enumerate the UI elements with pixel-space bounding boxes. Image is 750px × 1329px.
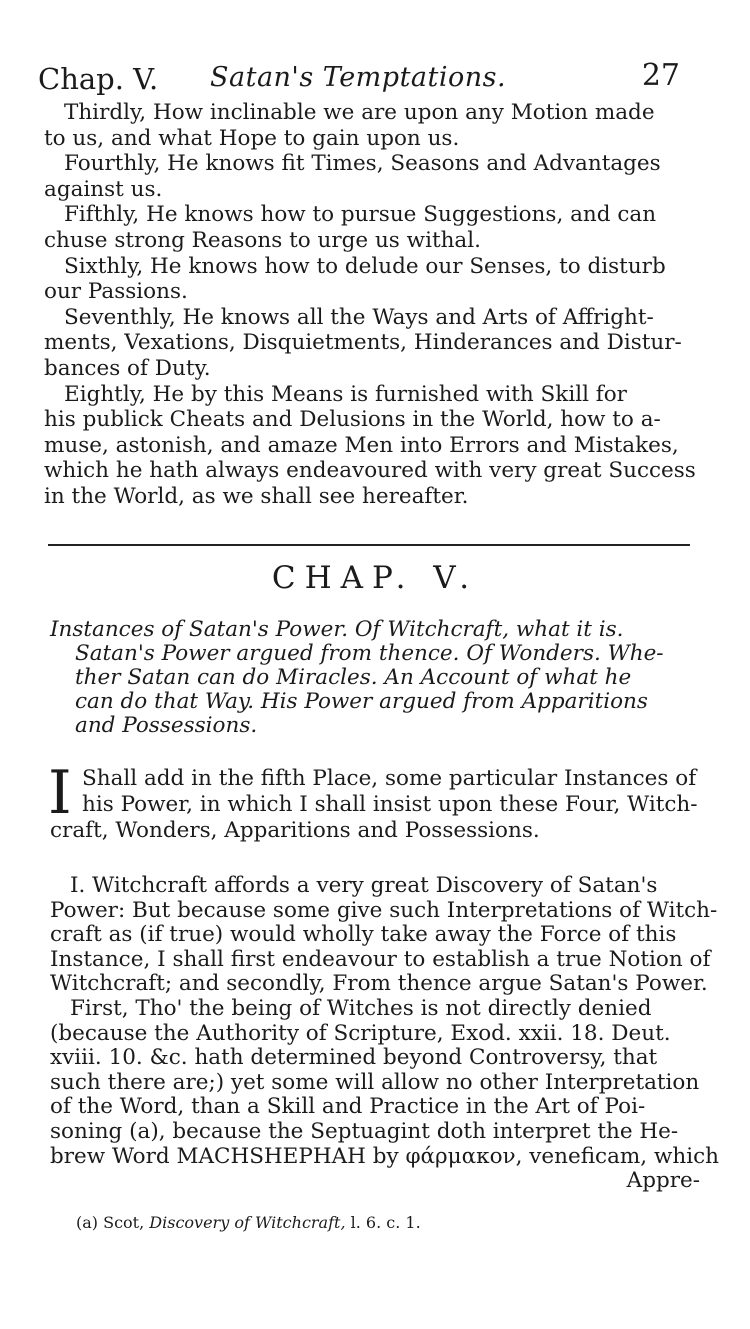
footnote (76, 1213, 421, 1232)
body-line: I. Witchcraft affords a very great Discovery of Satan's (70, 873, 658, 898)
catchword: Appre- (626, 1168, 700, 1194)
text-line: bances of Duty. (44, 356, 211, 381)
body-line: Power: But because some give such Interpretations of Witch- (50, 897, 718, 923)
chapter-label: Chap. V. (38, 62, 159, 96)
summary-line: Instances of Satan's Power. Of Witchcraft, what it is. (50, 617, 624, 642)
text-line: chuse strong Reasons to urge us withal. (44, 228, 481, 253)
body-line: of the Word, than a Skill and Practice in the Art of Poi- (50, 1094, 646, 1120)
text-line: his publick Cheats and Delusions in the World, how to a- (44, 407, 661, 433)
section-one-paragraph (50, 873, 719, 1204)
text-line: Eightly, He by this Means is furnished with Skill for (64, 381, 627, 407)
text-line: in the World, as we shall see hereafter. (44, 484, 469, 509)
body-line: such there are;) yet some will allow no other Interpretation (50, 1069, 700, 1095)
summary-line: can do that Way. His Power argued from Apparitions (75, 689, 648, 714)
running-title: Satan's Temptations. (210, 62, 507, 93)
chapter-heading: CHAP. V. (271, 560, 479, 596)
text-line: muse, astonish, and amaze Men into Errors and Mistakes, (44, 432, 679, 458)
drop-cap: I (48, 758, 72, 828)
body-line: craft as (if true) would wholly take away the Force of this (50, 922, 677, 948)
text-line: Seventhly, He knows all the Ways and Arts of Affright- (64, 304, 654, 330)
text-line: Fifthly, He knows how to pursue Suggestions, and can (64, 202, 657, 228)
intro-line: craft, Wonders, Apparitions and Possessions. (50, 818, 540, 843)
running-header (38, 58, 690, 98)
footnote-mark: (a) (76, 1213, 99, 1232)
text-line: to us, and what Hope to gain upon us. (44, 125, 460, 151)
body-line: First, Tho' the being of Witches is not directly denied (70, 996, 652, 1021)
text-line: which he hath always endeavoured with very great Success (44, 458, 696, 484)
intro-line: Shall add in the fifth Place, some particular Instances of (82, 766, 697, 791)
intro-line: his Power, in which I shall insist upon these Four, Witch- (82, 792, 698, 817)
text-line: our Passions. (44, 279, 188, 305)
intro-paragraph (50, 766, 700, 846)
body-line: soning (a), because the Septuagint doth interpret the He- (50, 1119, 679, 1144)
text-line: Thirdly, How inclinable we are upon any Motion made (64, 100, 655, 125)
footnote-title: Discovery of Witchcraft, (149, 1213, 346, 1232)
body-line: brew Word MACHSHEPHAH by φάρμακον, veneficam, which (50, 1143, 719, 1169)
summary-line: ther Satan can do Miracles. An Account of what he (75, 665, 632, 690)
text-line: against us. (44, 176, 163, 202)
page-number: 27 (641, 58, 680, 93)
text-line: Fourthly, He knows fit Times, Seasons and Advantages (64, 151, 661, 177)
body-line: (because the Authority of Scripture, Exod. xxii. 18. Deut. (50, 1020, 671, 1046)
chapter-summary (50, 618, 695, 748)
body-line: Witchcraft; and secondly, From thence argue Satan's Power. (50, 971, 708, 997)
body-line: Instance, I shall first endeavour to establish a true Notion of (50, 946, 711, 972)
body-line: xviii. 10. &c. hath determined beyond Controversy, that (50, 1045, 658, 1071)
footnote-author: Scot, (103, 1213, 145, 1232)
text-line: Sixthly, He knows how to delude our Senses, to disturb (64, 253, 666, 279)
section-divider (48, 544, 690, 546)
summary-line: Satan's Power argued from thence. Of Wonders. Whe- (75, 641, 664, 666)
summary-line: and Possessions. (75, 713, 258, 738)
text-line: ments, Vexations, Disquietments, Hinderances and Distur- (44, 330, 682, 356)
footnote-ref: l. 6. c. 1. (350, 1213, 421, 1232)
opening-paragraphs (44, 100, 694, 520)
